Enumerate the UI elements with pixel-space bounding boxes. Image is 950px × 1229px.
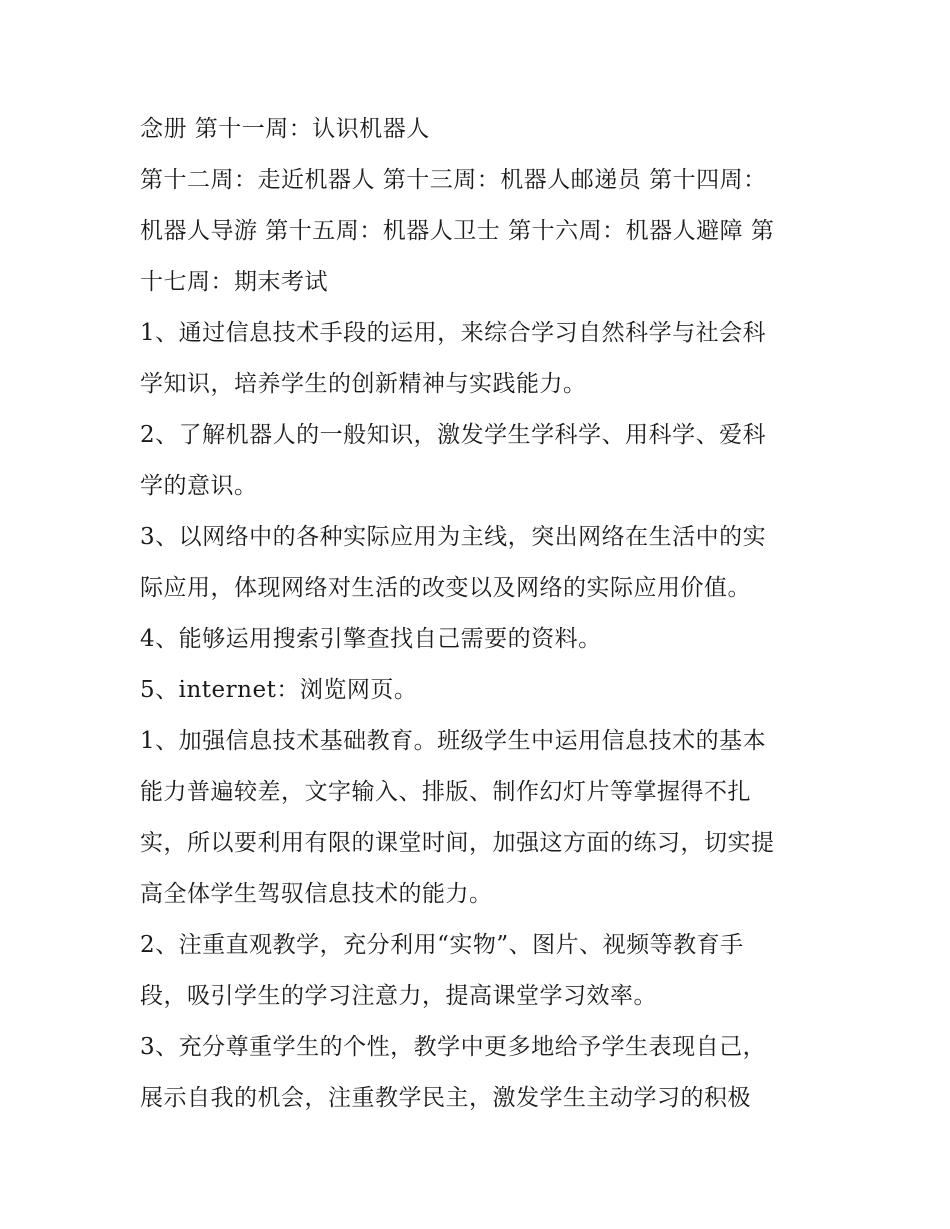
text-line: 学的意识。 bbox=[140, 473, 258, 499]
text-line: 际应用，体现网络对生活的改变以及网络的实际应用价值。 bbox=[140, 575, 751, 601]
text-line: 3、充分尊重学生的个性，教学中更多地给予学生表现自己， bbox=[140, 1034, 767, 1060]
text-line: 5、internet：浏览网页。 bbox=[140, 677, 418, 703]
document-body bbox=[140, 104, 820, 1124]
text-line: 高全体学生驾驭信息技术的能力。 bbox=[140, 881, 493, 907]
text-line: 能力普遍较差，文字输入、排版、制作幻灯片等掌握得不扎 bbox=[140, 779, 751, 805]
text-line: 4、能够运用搜索引擎查找自己需要的资料。 bbox=[140, 626, 602, 652]
text-line: 实，所以要利用有限的课堂时间，加强这方面的练习，切实提 bbox=[140, 830, 775, 856]
text-line: 段，吸引学生的学习注意力，提高课堂学习效率。 bbox=[140, 983, 657, 1009]
text-line: 展示自我的机会，注重教学民主，激发学生主动学习的积极 bbox=[140, 1085, 751, 1111]
text-line: 1、加强信息技术基础教育。班级学生中运用信息技术的基本 bbox=[140, 728, 767, 754]
text-line: 念册 第十一周：认识机器人 bbox=[140, 116, 430, 142]
text-line: 2、注重直观教学，充分利用“实物”、图片、视频等教育手 bbox=[140, 932, 744, 958]
text-line: 第十二周：走近机器人 第十三周：机器人邮递员 第十四周： bbox=[140, 167, 767, 193]
text-line: 学知识，培养学生的创新精神与实践能力。 bbox=[140, 371, 587, 397]
text-line: 十七周：期末考试 bbox=[140, 269, 328, 295]
text-line: 1、通过信息技术手段的运用，来综合学习自然科学与社会科 bbox=[140, 320, 767, 346]
text-line: 机器人导游 第十五周：机器人卫士 第十六周：机器人避障 第 bbox=[140, 218, 775, 244]
text-line: 2、了解机器人的一般知识，激发学生学科学、用科学、爱科 bbox=[140, 422, 767, 448]
text-line: 3、以网络中的各种实际应用为主线，突出网络在生活中的实 bbox=[140, 524, 767, 550]
